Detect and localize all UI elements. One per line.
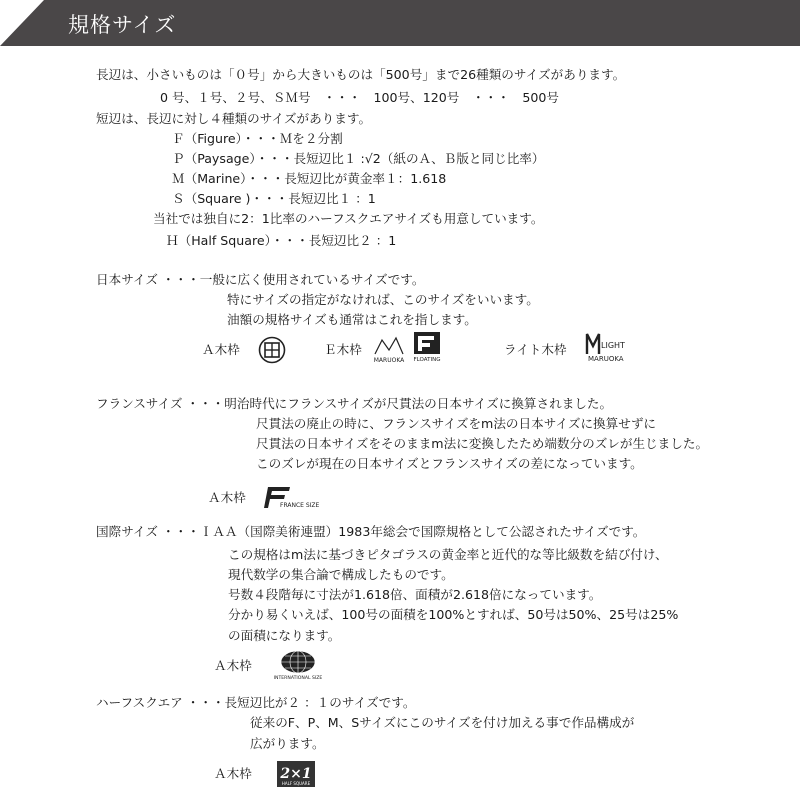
floating-text: FLOATING	[413, 357, 441, 363]
japan-line-3: 油額の規格サイズも通常はこれを指します。	[227, 312, 477, 327]
japan-line-1: 日本サイズ ・・・一般に広く使用されているサイズです。	[96, 272, 425, 287]
intl-line-5: 分かり易くいえば、100号の面積を100%とすれば、50号は50%、25号は25%	[228, 607, 679, 622]
intl-line-3: 現代数学の集合論で構成したものです。	[228, 567, 454, 582]
size-p-note: （紙のＡ、Ｂ版と同じ比率）	[380, 151, 545, 166]
france-line-1: フランスサイズ ・・・明治時代にフランスサイズが尺貫法の日本サイズに換算されました。	[96, 396, 613, 411]
japan-a-frame-label: Ａ木枠	[202, 342, 240, 357]
intro-line-3: 短辺は、長辺に対し４種類のサイズがあります。	[96, 111, 372, 126]
light-text: LIGHT	[601, 341, 625, 350]
japan-a-frame-logo	[258, 336, 286, 364]
maruoka-logo	[372, 330, 406, 364]
france-size-text: FRANCE SIZE	[280, 502, 320, 509]
intro-line-2: 0 号、１号、２号、ＳＭ号 ・・・ 100号、120号 ・・・ 500号	[160, 90, 559, 105]
france-line-3: 尺貫法の日本サイズをそのままm法に変換したため端数分のズレが生じました。	[256, 436, 709, 451]
japan-line-2: 特にサイズの指定がなければ、このサイズをいいます。	[227, 292, 539, 307]
international-size-text: INTERNATIONAL SIZE	[273, 676, 323, 681]
floating-logo	[412, 330, 444, 364]
size-m: Ｍ（Marine）・・・長短辺比が黄金率１：1.618	[172, 171, 447, 186]
half-line-1: ハーフスクエア ・・・長短辺比が２ ：１のサイズです。	[96, 695, 416, 710]
maruoka-text: MARUOKA	[373, 357, 405, 364]
intl-line-1: 国際サイズ ・・・ＩＡＡ（国際美術連盟）1983年総会で国際規格として公認されたサイズです。	[96, 524, 646, 539]
intro-line-1: 長辺は、小さいものは「０号」から大きいものは「500号」まで26種類のサイズがあります。	[96, 67, 626, 82]
intl-a-frame-label: Ａ木枠	[214, 658, 252, 673]
half-square-note: 当社では独自に2：1比率のハーフスクエアサイズも用意しています。	[153, 211, 544, 226]
france-line-2: 尺貫法の廃止の時に、フランスサイズをm法の日本サイズに換算せずに	[256, 416, 657, 431]
light-maruoka-text: MARUOKA	[588, 355, 624, 363]
france-a-frame-label: Ａ木枠	[208, 490, 246, 505]
international-size-logo	[270, 648, 326, 682]
half-a-frame-label: Ａ木枠	[214, 766, 252, 781]
half-line-2: 従来のF、P、M、Sサイズにこのサイズを付け加える事で作品構成が	[250, 715, 635, 730]
page-header	[0, 0, 800, 46]
france-size-logo	[260, 484, 324, 510]
size-s: Ｓ（Square )・・・長短辺比１ ：1	[172, 191, 376, 206]
light-frame-label: ライト木枠	[504, 342, 567, 357]
intl-line-6: の面積になります。	[228, 628, 341, 643]
page-title: 規格サイズ	[68, 13, 177, 37]
sqrt-two: √2	[364, 151, 381, 166]
light-maruoka-logo	[584, 328, 632, 364]
size-f: Ｆ（Figure）・・・Ｍを２分割	[172, 131, 343, 146]
france-line-4: このズレが現在の日本サイズとフランスサイズの差になっています。	[256, 456, 643, 471]
japan-e-frame-label: Ｅ木枠	[324, 342, 362, 357]
half-square-sub-text: HALF SQUARE	[281, 781, 311, 786]
size-h: Ｈ（Half Square）・・・長短辺比２ ：1	[166, 233, 397, 248]
half-square-logo	[276, 760, 316, 788]
intl-line-2: この規格はm法に基づきピタゴラスの黄金率と近代的な等比級数を結び付け、	[228, 547, 668, 562]
size-p	[172, 151, 544, 167]
half-line-3: 広がります。	[250, 736, 325, 751]
size-p-text: Ｐ（Paysage）・・・長短辺比１ :	[172, 151, 365, 166]
half-square-main-text: 2×1	[280, 766, 312, 782]
intl-line-4: 号数４段階毎に寸法が1.618倍、面積が2.618倍になっています。	[228, 587, 602, 602]
